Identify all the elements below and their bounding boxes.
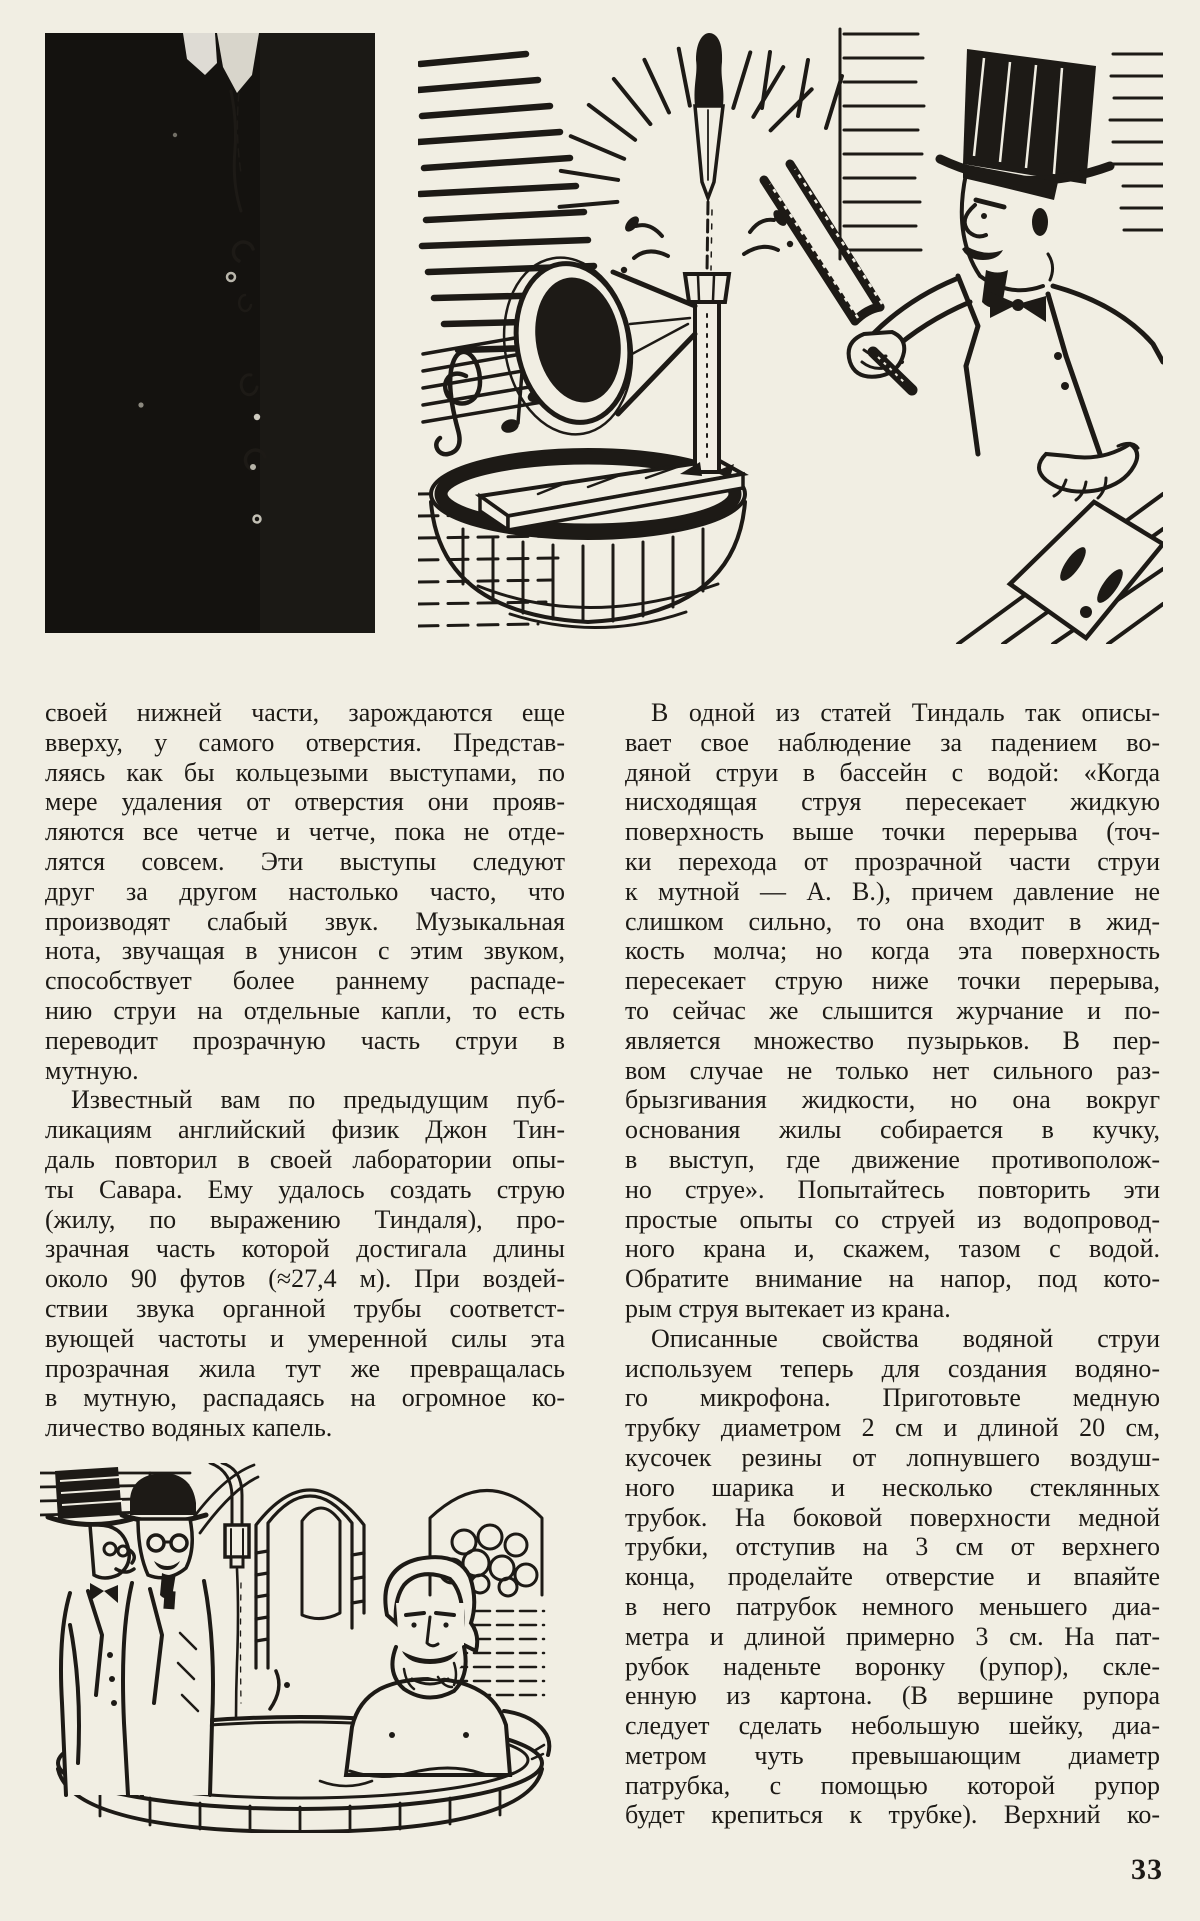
text-line: основания жилы собирается в кучку, — [625, 1115, 1160, 1145]
text-line: вверху, у самого отверстия. Представ- — [45, 727, 565, 757]
text-line: патрубка, с помощью которой рупор — [625, 1770, 1160, 1800]
text-line: конца, проделайте отверстие и впаяйте — [625, 1562, 1160, 1592]
text-line: около 90 футов (≈27,4 м). При воздей- — [45, 1264, 565, 1294]
text-line: В одной из статей Тиндаль так описы- — [651, 698, 1160, 727]
text-line: го микрофона. Приготовьте медную — [625, 1383, 1160, 1413]
horn-funnel — [491, 247, 695, 444]
dropper-and-jet — [695, 33, 724, 272]
text-line: трубок. На боковой поверхности медной — [625, 1502, 1160, 1532]
text-line: будет крепиться к трубке). Верхний ко- — [625, 1800, 1160, 1830]
text-line: трубку диаметром 2 см и длиной 20 см, — [625, 1413, 1160, 1443]
figure-tyndall-experiment — [418, 24, 1163, 644]
text-line: ляясь как бы кольцезыми выступами, по — [45, 757, 565, 787]
text-line: дяной струи в бассейн с водой: «Когда — [625, 757, 1160, 787]
text-line: мере удаления от отверстия они прояв- — [45, 787, 565, 817]
text-line: мутную. — [45, 1055, 139, 1085]
table-and-box — [958, 443, 1163, 644]
text-line: ствии звука органной трубы соответст- — [45, 1293, 565, 1323]
text-line: личество водяных капель. — [45, 1413, 333, 1443]
text-line: вает свое наблюдение за падением во- — [625, 727, 1160, 757]
water-jet-drops-photo — [45, 33, 375, 633]
text-line: вующей частоты и умеренной силы эта — [45, 1323, 565, 1353]
text-line: используем теперь для создания водяно- — [625, 1353, 1160, 1383]
figure-water-drops-photo — [45, 33, 375, 633]
bath-observation-cartoon — [40, 1463, 555, 1833]
text-line: простые опыты со струей из водопровод- — [625, 1204, 1160, 1234]
text-line: кусочек резины от лопнувшего воздуш- — [625, 1442, 1160, 1472]
text-line: ного шарика и несколько стеклянных — [625, 1472, 1160, 1502]
text-line: то сейчас же слышится журчание и по- — [625, 995, 1160, 1025]
center-arch — [256, 1490, 364, 1668]
text-line: слишком сильно, то она входит в жид- — [625, 906, 1160, 936]
text-line: енную из картона. (В вершине рупора — [625, 1681, 1160, 1711]
text-line: поверхность выше точки перерыва (точ- — [625, 817, 1160, 847]
text-line: Описанные свойства водяной струи — [651, 1323, 1160, 1353]
text-line: друг за другом настолько часто, что — [45, 876, 565, 906]
text-line: способствует более раннему распаде- — [45, 966, 565, 996]
text-line: лятся совсем. Эти выступы следуют — [45, 846, 565, 876]
text-line: пересекает струю ниже точки перерыва, — [625, 966, 1160, 996]
left-column — [45, 698, 565, 1443]
text-line: в выступ, где движение противополож- — [625, 1144, 1160, 1174]
text-line: метра и длиной примерно 3 см. На пат- — [625, 1621, 1160, 1651]
text-line: даль повторил в своей лаборатории опы- — [45, 1144, 565, 1174]
text-line: ты Савара. Ему удалось создать струю — [45, 1174, 565, 1204]
text-line: своей нижней части, зарождаются еще — [45, 698, 565, 727]
text-line: нию струи на отдельные капли, то есть — [45, 995, 565, 1025]
text-line: нисходящая струя пересекает жидкую — [625, 787, 1160, 817]
text-line: ки перехода от прозрачной части струи — [625, 846, 1160, 876]
text-line: но струе». Попытайтесь повторить эти — [625, 1174, 1160, 1204]
text-line: вом случае не только нет сильного раз- — [625, 1055, 1160, 1085]
right-column — [625, 698, 1160, 1830]
text-line: Обратите внимание на напор, под кото- — [625, 1264, 1160, 1294]
text-line: ного крана и, скажем, тазом с водой. — [625, 1234, 1160, 1264]
text-line: рым струя вытекает из крана. — [625, 1293, 951, 1323]
text-line: зрачная часть которой достигала длины — [45, 1234, 565, 1264]
text-line: в мутную, распадаясь на огромное ко- — [45, 1383, 565, 1413]
text-line: брызгивания жидкости, но она вокруг — [625, 1085, 1160, 1115]
text-line: Известный вам по предыдущим пуб- — [71, 1085, 565, 1115]
text-line: в него патрубок немного меньшего диа- — [625, 1591, 1160, 1621]
text-line: нота, звучащая в унисон с этим звуком, — [45, 936, 565, 966]
text-line: является множество пузырьков. В пер- — [625, 1025, 1160, 1055]
text-line: рубок наденьте воронку (рупор), скле- — [625, 1651, 1160, 1681]
text-line: следует сделать небольшую шейку, диа- — [625, 1711, 1160, 1741]
text-line: ликациям английский физик Джон Тин- — [45, 1115, 565, 1145]
figure-bath-cartoon — [40, 1463, 555, 1833]
text-line: к мутной — А. В.), причем давление не — [625, 876, 1160, 906]
text-line: трубки, отступив на 3 см от верхнего — [625, 1532, 1160, 1562]
text-line: переводит прозрачную часть струи в — [45, 1025, 565, 1055]
text-line: (жилу, по выражению Тиндаля), про- — [45, 1204, 565, 1234]
text-line: метром чуть превышающим диаметр — [625, 1740, 1160, 1770]
man-with-tuning-fork — [764, 49, 1163, 464]
text-line: прозрачная жила тут же превращалась — [45, 1353, 565, 1383]
text-line: кость молча; но когда эта поверхность — [625, 936, 1160, 966]
text-line: производят слабый звук. Музыкальная — [45, 906, 565, 936]
gentleman-bowler-hat — [122, 1473, 213, 1795]
text-line: ляются все четче и четче, пока не отде- — [45, 817, 565, 847]
tyndall-experiment-cartoon — [418, 24, 1163, 644]
page-number: 33 — [1131, 1853, 1163, 1886]
